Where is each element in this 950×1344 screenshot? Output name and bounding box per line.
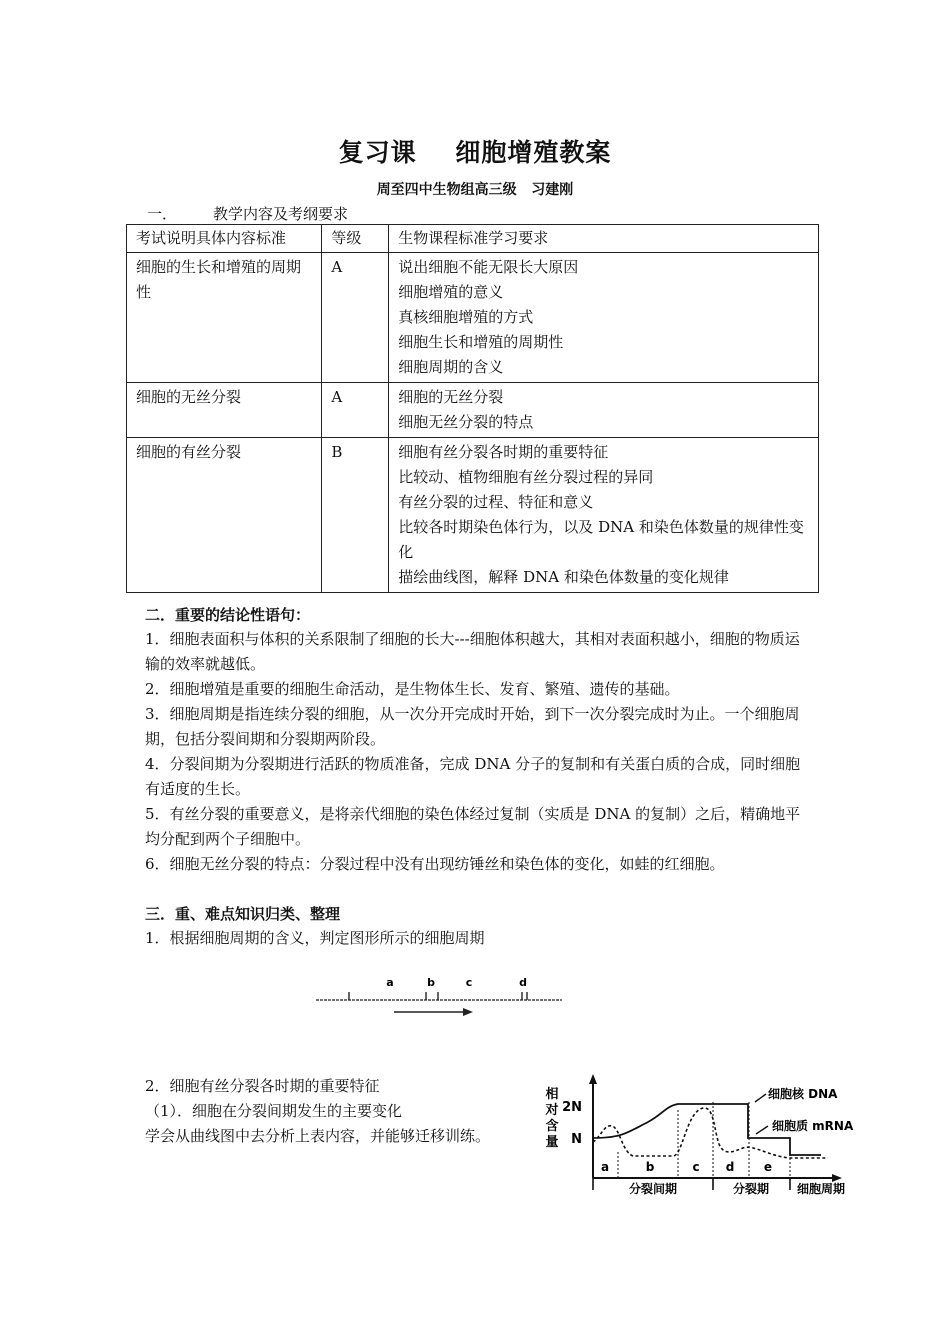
header-level: 等级: [322, 225, 389, 253]
conclusion-item: 2．细胞增殖是重要的细胞生命活动，是生物体生长、发育、繁殖、遗传的基础。: [145, 680, 680, 698]
section-3-item-1: 1．根据细胞周期的含义，判定图形所示的细胞周期: [145, 929, 485, 947]
legend-pointer: [756, 1126, 768, 1134]
section-2-heading: 二．重要的结论性语句：: [145, 606, 311, 624]
row-requirements: [389, 383, 819, 438]
row-requirements: [389, 438, 819, 593]
header-content: 考试说明具体内容标准: [127, 225, 322, 253]
section-3-item-2: 2．细胞有丝分裂各时期的重要特征: [145, 1077, 380, 1095]
legend-mrna: 细胞质 mRNA: [772, 1119, 854, 1133]
x-axis-arrow-icon: [832, 1174, 842, 1182]
segment-label-a: a: [386, 976, 394, 989]
requirement-item: 比较动、植物细胞有丝分裂过程的异同: [398, 468, 654, 486]
x-label-interphase: 分裂间期: [628, 1182, 678, 1196]
phase-label-c: c: [692, 1160, 700, 1174]
section-1-title: 教学内容及考纲要求: [213, 205, 349, 223]
table-row: [127, 438, 819, 593]
table-row: [127, 253, 819, 383]
x-label-cycle: 细胞周期: [796, 1182, 846, 1196]
cell-cycle-line-diagram: [310, 968, 570, 1024]
requirement-item: 描绘曲线图，解释 DNA 和染色体数量的变化规律: [398, 568, 729, 586]
section-1-number: 一．: [147, 205, 178, 223]
requirement-item: 有丝分裂的过程、特征和意义: [398, 493, 594, 511]
header-requirements: 生物课程标准学习要求: [389, 225, 819, 253]
conclusion-item: 5．有丝分裂的重要意义，是将亲代细胞的染色体经过复制（实质是 DNA 的复制）之后，精确地平均分配到两个子细胞中。: [145, 805, 801, 848]
conclusion-item: 3．细胞周期是指连续分裂的细胞，从一次分开完成时开始，到下一次分裂完成时为止。一个细胞周期，包括分裂间期和分裂期两阶段。: [145, 705, 800, 748]
segment-label-c: c: [465, 976, 473, 989]
ytick-2n: 2N: [562, 1100, 582, 1115]
requirement-item: 比较各时期染色体行为，以及 DNA 和染色体数量的规律性变化: [398, 518, 804, 561]
row-level: B: [322, 438, 389, 593]
ytick-n: N: [571, 1132, 582, 1147]
table-header-row: [127, 225, 819, 253]
segment-label-d: d: [519, 976, 527, 989]
conclusions-list: [145, 627, 813, 877]
requirement-item: 细胞的无丝分裂: [398, 388, 504, 406]
ylabel-char: 相: [545, 1087, 559, 1102]
ylabel-char: 量: [545, 1135, 559, 1150]
author-line: 周至四中生物组高三级 习建刚: [376, 182, 574, 198]
row-content: 细胞的无丝分裂: [127, 383, 322, 438]
segment-label-b: b: [427, 976, 435, 989]
section-3-item-2-sub: （1）．细胞在分裂间期发生的主要变化: [145, 1102, 403, 1120]
phase-label-d: d: [725, 1160, 735, 1174]
ylabel-char: 对: [545, 1103, 559, 1118]
phase-label-a: a: [600, 1160, 610, 1174]
row-requirements: [389, 253, 819, 383]
requirement-item: 细胞增殖的意义: [398, 283, 504, 301]
conclusion-item: 4．分裂间期为分裂期进行活跃的物质准备，完成 DNA 分子的复制和有关蛋白质的合成，同时细胞有适度的生长。: [145, 755, 801, 798]
requirement-item: 真核细胞增殖的方式: [398, 308, 534, 326]
section-3-item-2-text: 学会从曲线图中去分析上表内容，并能够迁移训练。: [145, 1127, 491, 1145]
ylabel-char: 含: [545, 1119, 559, 1134]
table-row: [127, 383, 819, 438]
phase-label-e: e: [763, 1160, 773, 1174]
dna-mrna-graph: [538, 1072, 868, 1200]
requirement-item: 细胞有丝分裂各时期的重要特征: [398, 443, 609, 461]
section-1-heading: [147, 203, 348, 224]
section-3-heading: 三．重、难点知识归类、整理: [145, 905, 341, 923]
legend-dna: 细胞核 DNA: [768, 1087, 838, 1101]
phase-label-b: b: [645, 1160, 655, 1174]
page-title: 复习课 细胞增殖教案: [338, 138, 612, 167]
conclusion-item: 1．细胞表面积与体积的关系限制了细胞的长大---细胞体积越大，其相对表面积越小，细胞的物质运输的效率就越低。: [145, 630, 800, 673]
requirement-item: 细胞无丝分裂的特点: [398, 413, 534, 431]
conclusion-item: 6．细胞无丝分裂的特点：分裂过程中没有出现纺锤丝和染色体的变化，如蛙的红细胞。: [145, 855, 725, 873]
row-content: 细胞的有丝分裂: [127, 438, 322, 593]
row-level: A: [322, 383, 389, 438]
y-axis-arrow-icon: [589, 1074, 597, 1084]
x-label-mitosis: 分裂期: [732, 1182, 770, 1196]
requirement-item: 细胞周期的含义: [398, 358, 504, 376]
requirements-table: [126, 224, 819, 593]
legend-pointer: [755, 1094, 766, 1102]
requirement-item: 说出细胞不能无限长大原因: [398, 258, 579, 276]
arrow-head-icon: [463, 1008, 473, 1016]
row-level: A: [322, 253, 389, 383]
row-content: 细胞的生长和增殖的周期性: [127, 253, 322, 383]
requirement-item: 细胞生长和增殖的周期性: [398, 333, 564, 351]
